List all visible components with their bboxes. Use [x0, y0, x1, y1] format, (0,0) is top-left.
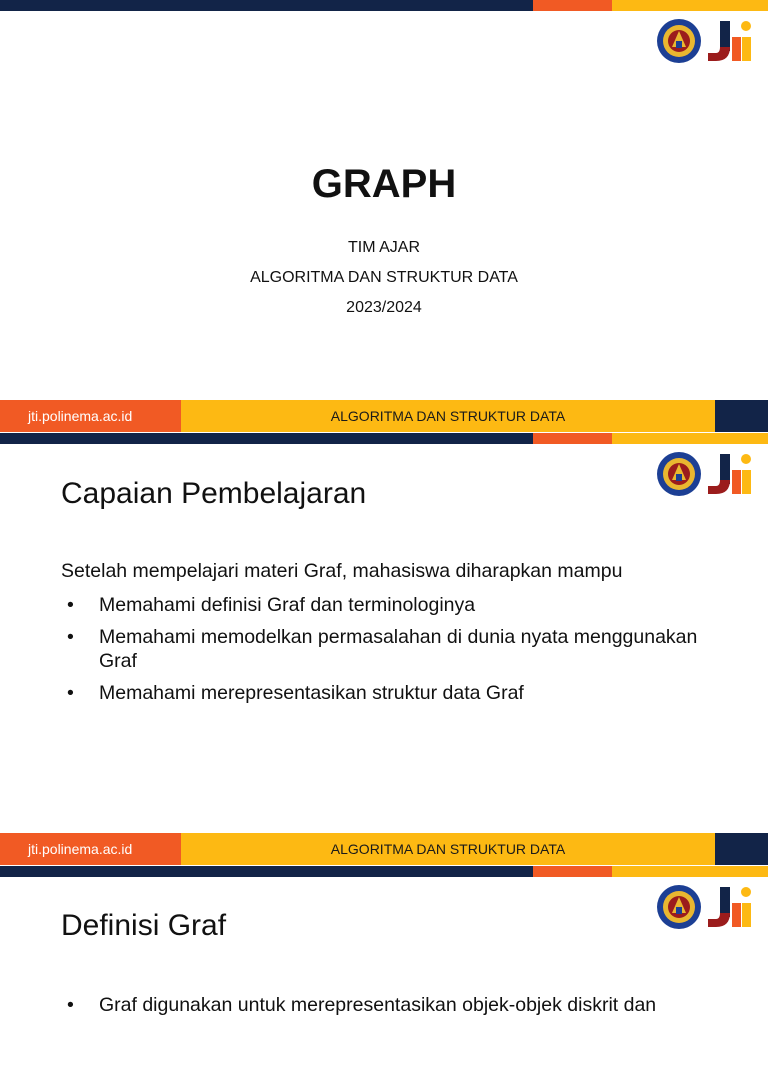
- slide-heading: Definisi Graf: [61, 909, 227, 942]
- accent-segment-orange: [533, 433, 612, 444]
- slide-footer: [0, 400, 768, 432]
- footer-navy-block: [715, 833, 768, 865]
- list-item: [61, 593, 721, 617]
- accent-segment-navy: [0, 433, 533, 444]
- polinema-seal-icon: [656, 450, 702, 498]
- slide-graph-definition: [0, 866, 768, 1066]
- jti-logo-icon: [706, 450, 752, 498]
- accent-segment-yellow: [612, 0, 768, 11]
- list-item-text: Memahami definisi Graf dan terminologinya: [99, 594, 476, 616]
- top-accent-bar: [0, 0, 768, 11]
- footer-course-name: ALGORITMA DAN STRUKTUR DATA: [181, 833, 715, 865]
- list-item-text: Memahami merepresentasikan struktur data Graf: [99, 682, 524, 704]
- slide-footer: [0, 833, 768, 865]
- list-item: [61, 993, 721, 1017]
- jti-logo-icon: [706, 883, 752, 931]
- accent-segment-yellow: [612, 866, 768, 877]
- footer-url-link[interactable]: jti.polinema.ac.id: [0, 833, 181, 865]
- bullet-list: [61, 593, 721, 713]
- top-accent-bar: [0, 866, 768, 877]
- top-accent-bar: [0, 433, 768, 444]
- slide-title: [0, 0, 768, 432]
- list-item: [61, 681, 721, 705]
- polinema-seal-icon: [656, 883, 702, 931]
- list-item-text: Graf digunakan untuk merepresentasikan objek-objek diskrit dan: [99, 994, 657, 1016]
- bullet-icon: •: [67, 594, 74, 616]
- slide-title-text: GRAPH: [311, 162, 457, 206]
- bullet-icon: •: [67, 994, 74, 1016]
- bullet-list: [61, 993, 721, 1025]
- jti-logo-icon: [706, 17, 752, 65]
- subtitle-year: 2023/2024: [346, 299, 422, 316]
- accent-segment-navy: [0, 866, 533, 877]
- bullet-icon: •: [67, 682, 74, 704]
- logo-group: [656, 883, 754, 933]
- footer-navy-block: [715, 400, 768, 432]
- footer-url-link[interactable]: jti.polinema.ac.id: [0, 400, 181, 432]
- accent-segment-yellow: [612, 433, 768, 444]
- accent-segment-orange: [533, 0, 612, 11]
- intro-text: Setelah mempelajari materi Graf, mahasiswa diharapkan mampu: [61, 560, 623, 582]
- subtitle-course: ALGORITMA DAN STRUKTUR DATA: [250, 269, 518, 286]
- slide-heading: Capaian Pembelajaran: [61, 477, 367, 510]
- list-item: [61, 625, 721, 673]
- polinema-seal-icon: [656, 17, 702, 65]
- accent-segment-navy: [0, 0, 533, 11]
- accent-segment-orange: [533, 866, 612, 877]
- logo-group: [656, 17, 754, 67]
- list-item-text: Memahami memodelkan permasalahan di dunia nyata menggunakan Graf: [99, 626, 698, 672]
- footer-course-name: ALGORITMA DAN STRUKTUR DATA: [181, 400, 715, 432]
- logo-group: [656, 450, 754, 500]
- subtitle-team: TIM AJAR: [347, 239, 420, 256]
- slide-learning-outcomes: [0, 433, 768, 865]
- bullet-icon: •: [67, 626, 74, 648]
